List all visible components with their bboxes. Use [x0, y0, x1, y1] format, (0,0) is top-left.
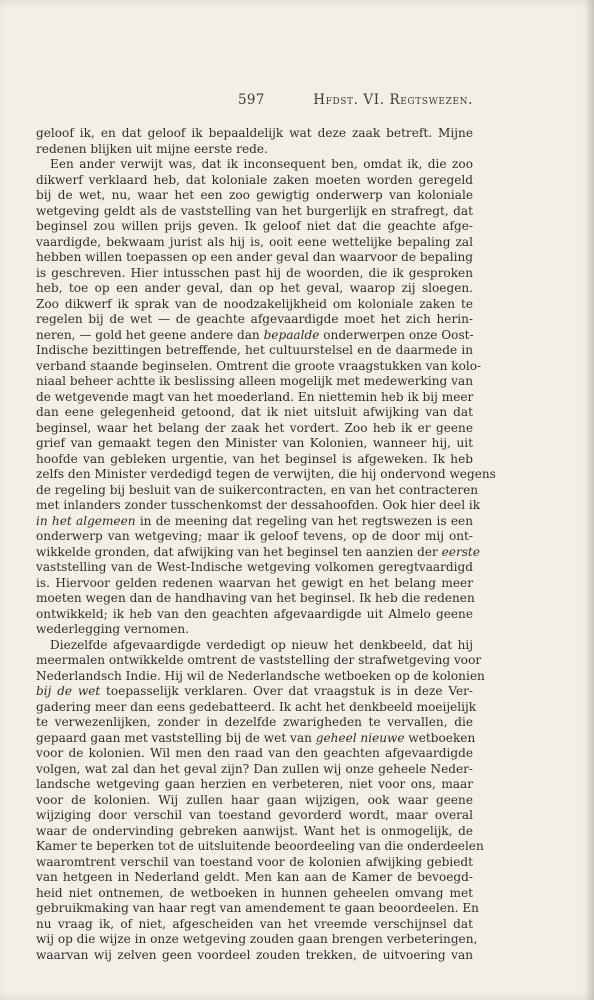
text-line — [36, 219, 473, 235]
line-text: dan eene gelegenheid getoond, dat ik niet uitsluit afwijking van dat — [36, 405, 473, 419]
text-line — [36, 560, 473, 576]
line-text-after: onderwerpen onze Oost- — [323, 327, 474, 342]
text-line — [36, 576, 473, 592]
line-text: waaromtrent verschil van toestand voor de kolonien afwijking gebiedt — [36, 854, 473, 869]
line-text: redenen blijken uit mijne eerste rede. — [36, 141, 268, 156]
line-text: grief van gemaakt tegen den Minister van Kolonien, wanneer hij, uit — [36, 436, 473, 450]
text-line — [36, 405, 473, 421]
text-line — [36, 607, 473, 623]
line-text: Nederlandsch Indie. Hij wil de Nederlandsche wetboeken op de kolonien — [36, 668, 485, 683]
line-text: vaardigde, bekwaam jurist als hij is, ooit eene wettelijke bepaling zal — [36, 234, 473, 249]
text-line — [36, 250, 473, 266]
text-line — [36, 870, 473, 886]
line-text: Indische bezittingen betreffende, het cultuurstelsel en de daarmede in — [36, 343, 473, 357]
line-text: verband staande beginselen. Omtrent die groote vraagstukken van kolo- — [36, 358, 482, 373]
text-line — [36, 281, 473, 297]
line-text: onderwerp van wetgeving; maar ik geloof tevens, op de door mij ont- — [36, 529, 473, 543]
line-text: geloof ik, en dat geloof ik bepaaldelijk wat deze zaak betreft. Mijne — [36, 126, 473, 140]
text-line — [36, 668, 485, 685]
line-text: wijziging door verschil van toestand gevorderd wordt, maar overal — [36, 808, 473, 822]
italic-emphasis: geheel nieuwe — [315, 730, 405, 745]
text-line — [36, 173, 473, 189]
line-text: hoofde van gebleken urgentie, van het beginsel is afgeweken. Ik heb — [36, 451, 473, 466]
text-line — [36, 824, 473, 840]
line-text-after: toepasselijk verklaren. Over dat vraagstuk is in deze Ver- — [106, 684, 473, 698]
text-line — [36, 328, 473, 344]
line-text: gebruikmaking van haar regt van amendement te gaan beoordeelen. En — [36, 901, 479, 915]
text-line — [36, 204, 473, 220]
text-line — [36, 297, 473, 313]
text-line — [36, 699, 477, 716]
text-line — [36, 235, 473, 251]
text-line — [36, 358, 482, 375]
text-line — [36, 777, 473, 793]
line-text: wederlegging vernomen. — [36, 622, 190, 636]
line-text: Een ander verwijt was, dat ik inconsequent ben, omdat ik, die zoo — [50, 157, 473, 171]
line-text: neren, — gold het geene andere dan — [36, 327, 260, 342]
italic-emphasis: bij de wet — [36, 684, 101, 698]
text-line — [36, 126, 473, 142]
text-line — [36, 421, 473, 437]
text-line — [36, 452, 473, 468]
line-text: waar de ondervinding gebreken aanwijst. Want het is onmogelijk, de — [36, 823, 473, 838]
line-text: beginsel, waar het belang der zaak het vordert. Zoo heb ik er geene — [36, 420, 473, 435]
text-line — [36, 312, 473, 328]
line-text: gepaard gaan met vaststelling bij de wet van — [36, 730, 312, 745]
line-text-after: wetboeken — [408, 730, 476, 745]
chapter-heading: Hfdst. VI. Regtswezen. — [313, 92, 473, 108]
page-edge-shadow — [586, 0, 594, 1000]
line-text: hebben willen toepassen op een ander geval dan waarvoor de bepaling — [36, 250, 473, 264]
text-line — [36, 932, 478, 948]
text-line — [36, 544, 480, 561]
text-line — [36, 715, 473, 731]
line-text: meermalen ontwikkelde omtrent de vaststelling der strafwetgeving voor — [36, 653, 482, 667]
line-text: Diezelfde afgevaardigde verdedigt op nieuw het denkbeeld, dat hij — [50, 637, 473, 652]
line-text: vaststelling van de West-Indische wetgeving volkomen geregtvaardigd — [36, 560, 473, 574]
text-line — [36, 855, 473, 871]
line-text: wij op die wijze in onze wetgeving zouden gaan brengen verbeteringen, — [36, 932, 478, 946]
italic-emphasis: eerste — [441, 544, 480, 559]
line-text: gadering meer dan eens gedebatteerd. Ik acht het denkbeeld moeijelijk — [36, 699, 477, 714]
text-line — [36, 188, 473, 204]
line-text: moeten wegen dan de handhaving van het beginsel. Ik heb die redenen — [36, 591, 475, 605]
text-line — [36, 948, 473, 964]
line-text: waarvan wij zelven geen voordeel zouden trekken, de uitvoering van — [36, 947, 473, 962]
line-text: is geschreven. Hier intusschen past hij de woorden, die ik gesproken — [36, 265, 473, 280]
line-text: beginsel zou willen prijs geven. Ik geloof niet dat die geachte afge- — [36, 219, 473, 233]
line-text: Zoo dikwerf ik sprak van de noodzakelijkheid om koloniale zaken te — [36, 296, 473, 311]
line-text: van hetgeen in Nederland geldt. Men kan aan de Kamer de bevoegd- — [36, 870, 473, 884]
text-line — [36, 638, 473, 654]
italic-emphasis: in het algemeen — [36, 513, 136, 528]
line-text: is. Hiervoor gelden redenen waarvan het gewigt en het belang meer — [36, 575, 473, 590]
text-line — [36, 467, 496, 483]
text-line — [36, 514, 473, 530]
line-text: heb, toe op een ander geval, dan op het geval, waarop zij sloegen. — [36, 281, 473, 295]
text-line — [36, 482, 479, 499]
line-text: dikwerf verklaard heb, dat koloniale zaken moeten worden geregeld — [36, 172, 473, 187]
text-line — [36, 142, 473, 158]
text-line — [36, 343, 473, 359]
line-text: voor de kolonien. Wij zullen haar gaan wijzigen, ook waar geene — [36, 792, 473, 807]
text-line — [36, 793, 473, 809]
text-line — [36, 390, 473, 406]
italic-emphasis: bepaalde — [263, 327, 320, 342]
text-line — [36, 622, 473, 638]
line-text: wetgeving geldt als de vaststelling van het burgerlijk en strafregt, dat — [36, 203, 473, 218]
line-text: heid niet ontnemen, de wetboeken in hunnen geheelen omvang met — [36, 885, 473, 900]
line-text: te verwezenlijken, zonder in dezelfde zwarigheden te vervallen, die — [36, 715, 473, 729]
line-text: nu vraag ik, of niet, afgescheiden van het vreemde verschijnsel dat — [36, 916, 473, 931]
text-line — [36, 436, 473, 452]
line-text: volgen, wat zal dan het geval zijn? Dan zullen wij onze geheele Neder- — [36, 761, 473, 776]
line-text-after: in de meening dat regeling van het regtswezen is een — [139, 513, 473, 528]
text-line — [36, 886, 473, 902]
text-line — [36, 653, 482, 669]
line-text: met inlanders zonder tusschenkomst der dessahoofden. Ook hier deel ik — [36, 498, 481, 512]
line-text: niaal beheer achtte ik beslissing alleen mogelijk met medewerking van — [36, 374, 473, 388]
line-text: Kamer te beperken tot de uitsluitende beoordeeling van die onderdeelen — [36, 839, 484, 853]
text-line — [36, 762, 473, 778]
line-text: bij de wet, nu, waar het een zoo gewigtig onderwerp van koloniale — [36, 188, 473, 202]
line-text: ontwikkeld; ik heb van den geachten afgevaardigde uit Almelo geene — [36, 606, 473, 621]
line-text: regelen bij de wet — de geachte afgevaardigde moet het zich herin- — [36, 312, 473, 326]
line-text: de regeling bij besluit van de suikercontracten, en van het contracteren — [36, 482, 479, 497]
line-text: wikkelde gronden, dat afwijking van het beginsel ten aanzien der — [36, 544, 438, 559]
line-text: zelfs den Minister verdedigd tegen de verwijten, die hij ondervond wegens — [36, 467, 496, 481]
text-line — [36, 374, 473, 390]
text-line — [36, 730, 476, 747]
text-line — [36, 839, 484, 855]
text-line — [36, 266, 473, 282]
text-line — [36, 157, 473, 173]
text-line — [36, 808, 473, 824]
text-line — [36, 529, 473, 545]
page-number: 597 — [238, 92, 265, 108]
body-text — [36, 126, 496, 963]
line-text: voor de kolonien. Wil men den raad van den geachten afgevaardigde — [36, 746, 473, 760]
text-line — [36, 917, 473, 933]
text-line — [36, 901, 479, 917]
text-line — [36, 746, 473, 762]
text-line — [36, 591, 473, 607]
line-text: de wetgevende magt van het moederland. En niettemin heb ik bij meer — [36, 389, 474, 404]
text-line — [36, 498, 481, 514]
text-line — [36, 684, 473, 700]
line-text: landsche wetgeving gaan herzien en verbeteren, niet voor ons, maar — [36, 777, 473, 791]
